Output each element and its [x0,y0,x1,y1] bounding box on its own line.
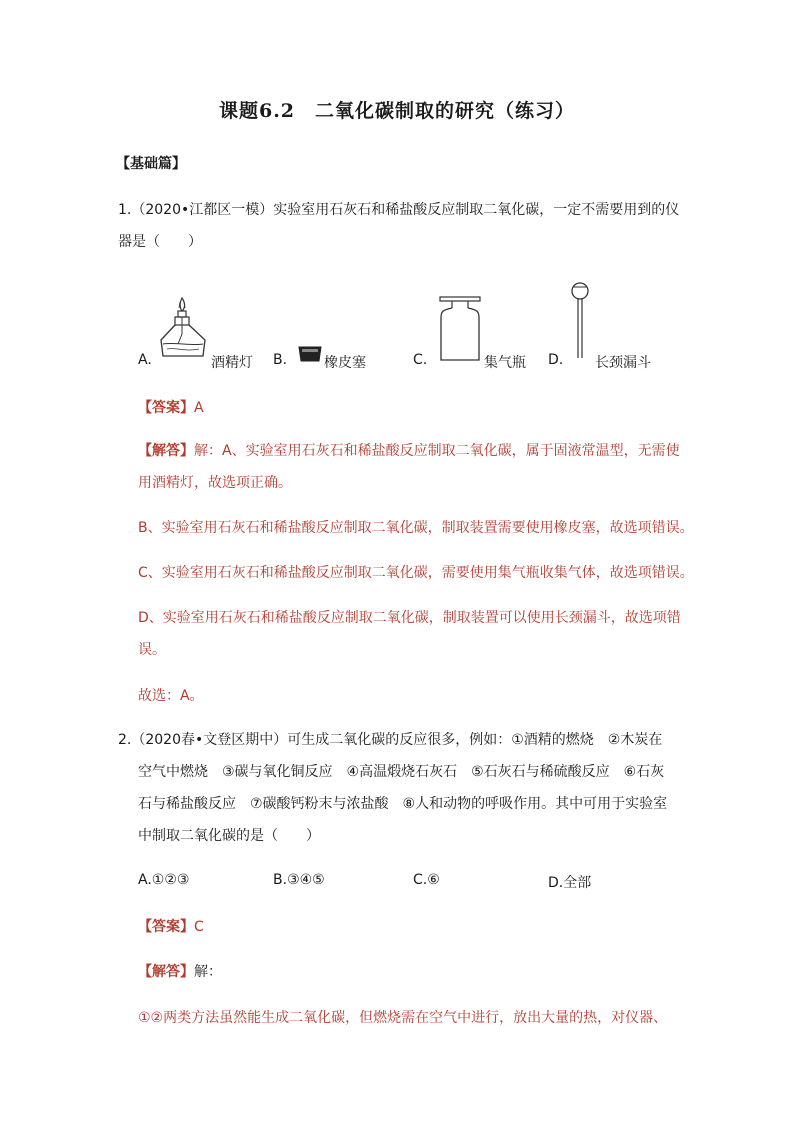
q1-analysis-d-line2: 误。 [138,642,166,658]
q1-option-d-letter: D. [548,352,564,368]
q2-stem-line1: 2.（2020春•文登区期中）可生成二氧化碳的反应很多，例如：①酒精的燃烧 ②木炭在 [118,732,663,748]
q2-option-d: D.全部 [548,875,592,891]
rubber-stopper-icon [298,346,322,362]
q1-stem-line1: 1.（2020•江都区一模）实验室用石灰石和稀盐酸反应制取二氧化碳，一定不需要用到的仪 [118,202,680,218]
q1-option-b-text: 橡皮塞 [324,355,366,371]
q2-answer-value: C [194,919,204,935]
q1-option-c-text: 集气瓶 [484,355,526,371]
q1-option-a-text: 酒精灯 [211,355,253,371]
q2-answer [138,917,204,937]
q1-analysis-text: 解：A、实验室用石灰石和稀盐酸反应制取二氧化碳，属于固液常温型，无需使 [194,443,680,459]
section-heading: 【基础篇】 [116,156,186,172]
page-title: 课题6.2 二氧化碳制取的研究（练习） [218,100,576,122]
q1-answer [138,398,204,418]
q1-answer-tag: 【答案】 [138,400,194,416]
q2-stem-line4: 中制取二氧化碳的是（ ） [138,828,320,844]
q1-analysis-line2: 用酒精灯，故选项正确。 [138,475,292,491]
q1-analysis-c: C、实验室用石灰石和稀盐酸反应制取二氧化碳，需要使用集气瓶收集气体，故选项错误。 [138,565,694,581]
q2-option-b: B.③④⑤ [273,872,325,888]
gas-collecting-bottle-icon [438,296,482,364]
q2-answer-tag: 【答案】 [138,919,194,935]
q2-stem-line3: 石与稀盐酸反应 ⑦碳酸钙粉末与浓盐酸 ⑧人和动物的呼吸作用。其中可用于实验室 [138,796,668,812]
q1-answer-value: A [194,400,204,416]
q1-stem-line2: 器是（ ） [118,234,202,250]
q2-analysis-head-text: 解： [194,964,222,980]
q1-option-b-letter: B. [273,352,288,368]
long-neck-funnel-icon [568,282,592,362]
alcohol-lamp-icon [155,294,211,362]
q1-analysis-tag: 【解答】 [138,443,194,459]
q2-option-c: C.⑥ [413,872,440,888]
q2-analysis-line1: ①②两类方法虽然能生成二氧化碳，但燃烧需在空气中进行，放出大量的热，对仪器、 [138,1010,668,1026]
q1-analysis-line1 [138,441,680,461]
q2-option-a: A.①②③ [138,872,190,888]
q1-analysis-b: B、实验室用石灰石和稀盐酸反应制取二氧化碳，制取装置需要使用橡皮塞，故选项错误。 [138,520,694,536]
q2-analysis-tag: 【解答】 [138,964,194,980]
q2-analysis-head [138,962,222,982]
q1-option-d-text: 长颈漏斗 [595,355,651,371]
q1-choice: 故选：A。 [138,688,204,704]
q2-stem-line2: 空气中燃烧 ③碳与氧化铜反应 ④高温煅烧石灰石 ⑤石灰石与稀硫酸反应 ⑥石灰 [138,764,665,780]
q1-option-c-letter: C. [413,352,428,368]
q1-analysis-d-line1: D、实验室用石灰石和稀盐酸反应制取二氧化碳，制取装置可以使用长颈漏斗，故选项错 [138,610,681,626]
q1-option-a-letter: A. [138,352,152,368]
